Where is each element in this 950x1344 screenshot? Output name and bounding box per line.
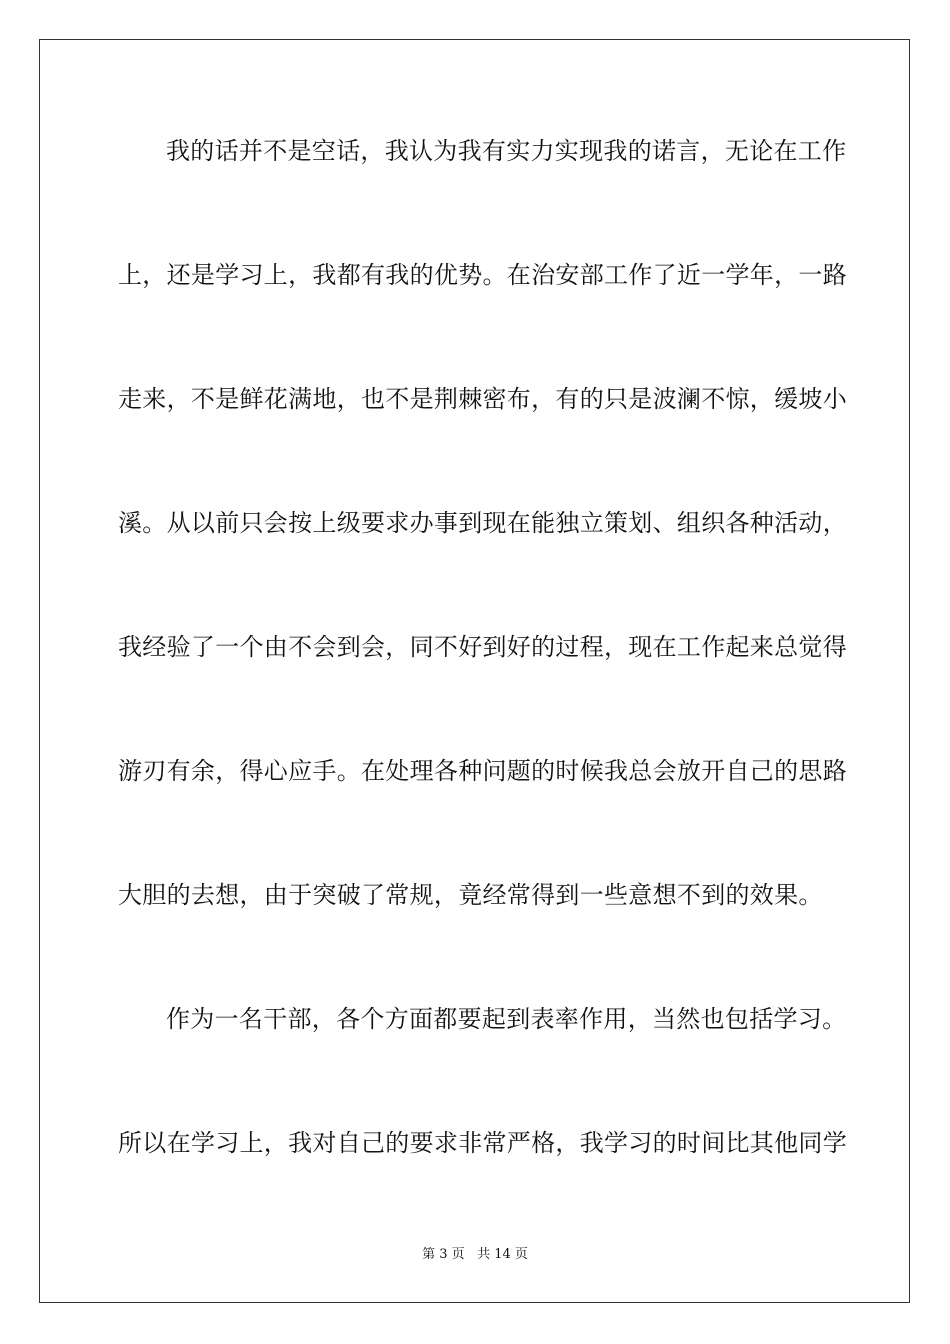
paragraph-line: 我的话并不是空话，我认为我有实力实现我的诺言，无论在工作 — [166, 137, 847, 165]
paragraph-line: 溪。从以前只会按上级要求办事到现在能独立策划、组织各种活动， — [118, 509, 847, 537]
paragraph-line: 走来，不是鲜花满地，也不是荆棘密布，有的只是波澜不惊，缓坡小 — [118, 385, 847, 413]
paragraph-line: 我经验了一个由不会到会，同不好到好的过程，现在工作起来总觉得 — [118, 633, 847, 661]
paragraph-line: 作为一名干部，各个方面都要起到表率作用，当然也包括学习。 — [166, 1005, 847, 1033]
page-footer — [0, 1247, 950, 1263]
page-frame — [39, 39, 910, 1303]
paragraph-line: 上，还是学习上，我都有我的优势。在治安部工作了近一学年，一路 — [118, 261, 847, 289]
paragraph-line: 大胆的去想，由于突破了常规，竟经常得到一些意想不到的效果。 — [118, 881, 823, 909]
page-number: 第 3 页 — [422, 1247, 465, 1262]
paragraph-line: 所以在学习上，我对自己的要求非常严格，我学习的时间比其他同学 — [118, 1129, 847, 1157]
total-pages: 共 14 页 — [477, 1247, 528, 1262]
paragraph-line: 游刃有余，得心应手。在处理各种问题的时候我总会放开自己的思路 — [118, 757, 847, 785]
